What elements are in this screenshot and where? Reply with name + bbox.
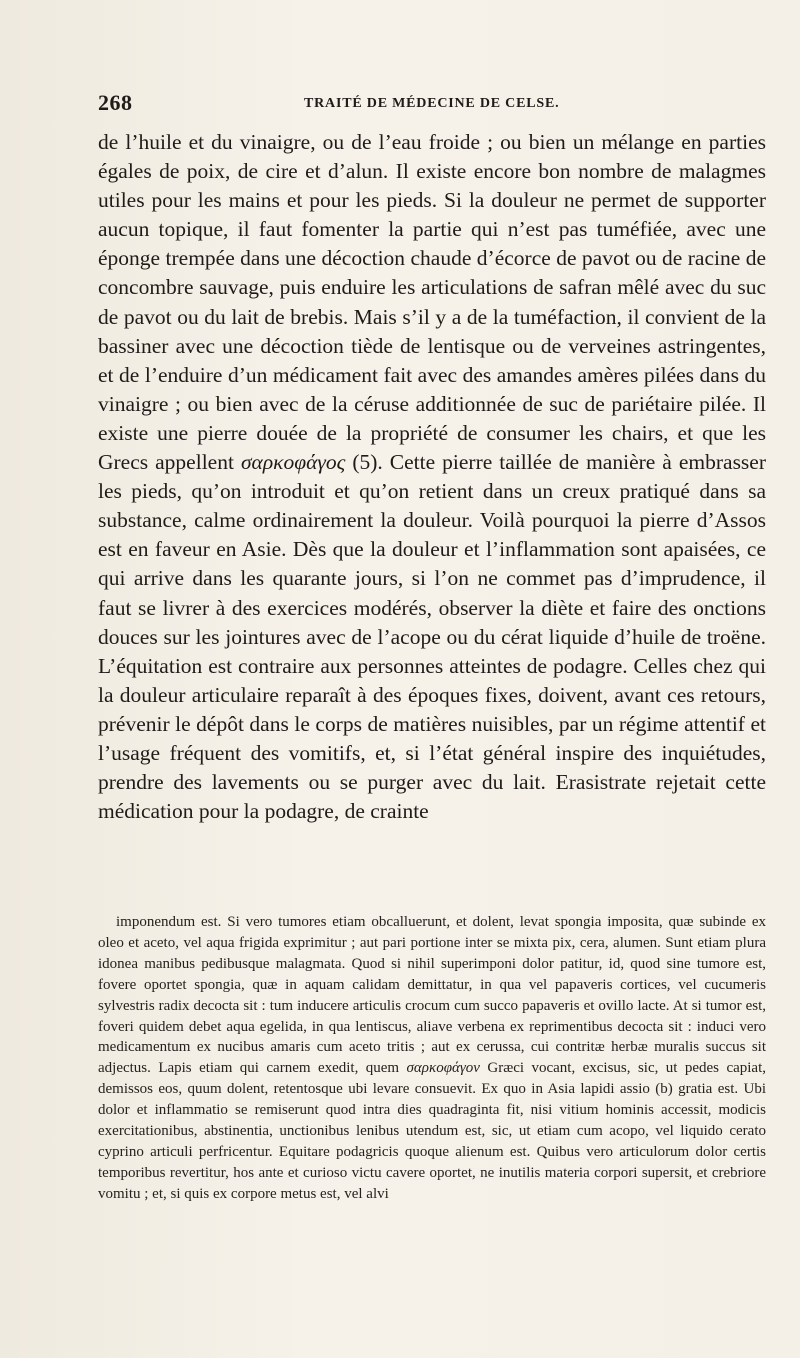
french-paragraph (98, 128, 766, 826)
greek-word-sarkophagos: σαρκοφάγος (240, 450, 346, 475)
latin-text-part-1: imponendum est. Si vero tumores etiam obcalluerunt, et dolent, levat spongia imposita, quæ subinde ex oleo et aceto, vel aqua frigida exprimitur ; aut pari portione inter se mixta pix, cera, alumen. Sunt etiam plura idonea manibus pedibusque malagmata. Quod si nihil superimponi dolor patitur, id, quod sine tumore est, fovere oportet spongia, quæ in aquam calidam demittatur, in qua vel papaveris cortices, vel cucumeris sylvestris radix decocta sit : tum inducere articulis crocum cum succo papaveris et ovillo lacte. At si tumor est, foveri quidem debet aqua egelida, in qua lentiscus, aliave verbena ex reprimentibus decocta sit : induci vero medicamentum ex nucibus amaris cum aceto tritis ; aut ex cerussa, cui contritæ herbæ muralis succus sit adjectus. Lapis etiam qui carnem exedit, quem (98, 914, 766, 1077)
french-text-part-1: de l’huile et du vinaigre, ou de l’eau froide ; ou bien un mélange en parties égales de poix, de cire et d’alun. Il existe encore bon nombre de malagmes utiles pour les mains et pour les pieds. Si la douleur ne permet de supporter aucun topique, il faut fomenter la partie qui n’est pas tuméfiée, avec une éponge trempée dans une décoction chaude d’écorce de pavot ou de racine de concombre sauvage, puis enduire les articulations de safran mêlé avec du suc de pavot ou du lait de brebis. Mais s’il y a de la tuméfaction, il convient de la bassiner avec une décoction tiède de lentisque ou de verveines astringentes, et de l’enduire d’un médicament fait avec des amandes amères pilées dans du vinaigre ; ou bien avec de la céruse additionnée de suc de pariétaire pilée. Il existe une pierre douée de la propriété de consumer les chairs, et que les Grecs appellent (98, 130, 766, 475)
running-title: TRAITÉ DE MÉDECINE DE CELSE. (304, 96, 560, 111)
page-header (98, 90, 798, 120)
page-number: 268 (98, 90, 133, 115)
latin-paragraph (98, 912, 766, 1205)
greek-word-sarkophagon: σαρκοφάγον (406, 1060, 480, 1077)
latin-original-text (98, 912, 766, 1205)
french-body-text (98, 128, 766, 826)
french-text-part-2: (5). Cette pierre taillée de manière à embrasser les pieds, qu’on introduit et qu’on retient dans un creux pratiqué dans sa substance, calme ordinairement la douleur. Voilà pourquoi la pierre d’Assos est en faveur en Asie. Dès que la douleur et l’inflammation sont apaisées, ce qui arrive dans les quarante jours, si l’on ne commet pas d’imprudence, il faut se livrer à des exercices modérés, observer la diète et faire des onctions douces sur les jointures avec de l’acope ou du cérat liquide d’huile de troëne. L’équitation est contraire aux personnes atteintes de podagre. Celles chez qui la douleur articulaire reparaît à des époques fixes, doivent, avant ces retours, prévenir le dépôt dans le corps de matières nuisibles, par un régime attentif et l’usage fréquent des vomitifs, et, si l’état général inspire des inquiétudes, prendre des lavements ou se purger avec du lait. Erasistrate rejetait cette médication pour la podagre, de crainte (98, 450, 767, 824)
latin-text-part-2: Græci vocant, excisus, sic, ut pedes capiat, demissos eos, quum dolent, retentosque ubi levare consuevit. Ex quo in Asia lapidi assio (b) gratia est. Ubi dolor et inflammatio se remiserunt quod intra dies quadraginta fit, nisi vitium hominis accessit, modicis exercitationibus, abstinentia, unctionibus lenibus utendum est, sic, ut etiam cum acopo, vel liquido cerato cyprino articuli perfricentur. Equitare podagricis quoque alienum est. Quibus vero articulorum dolor certis temporibus revertitur, hos ante et curioso victu cavere oportet, ne inutilis materia corpori supersit, et crebriore vomitu ; et, si quis ex corpore metus est, vel alvi (98, 1060, 766, 1202)
